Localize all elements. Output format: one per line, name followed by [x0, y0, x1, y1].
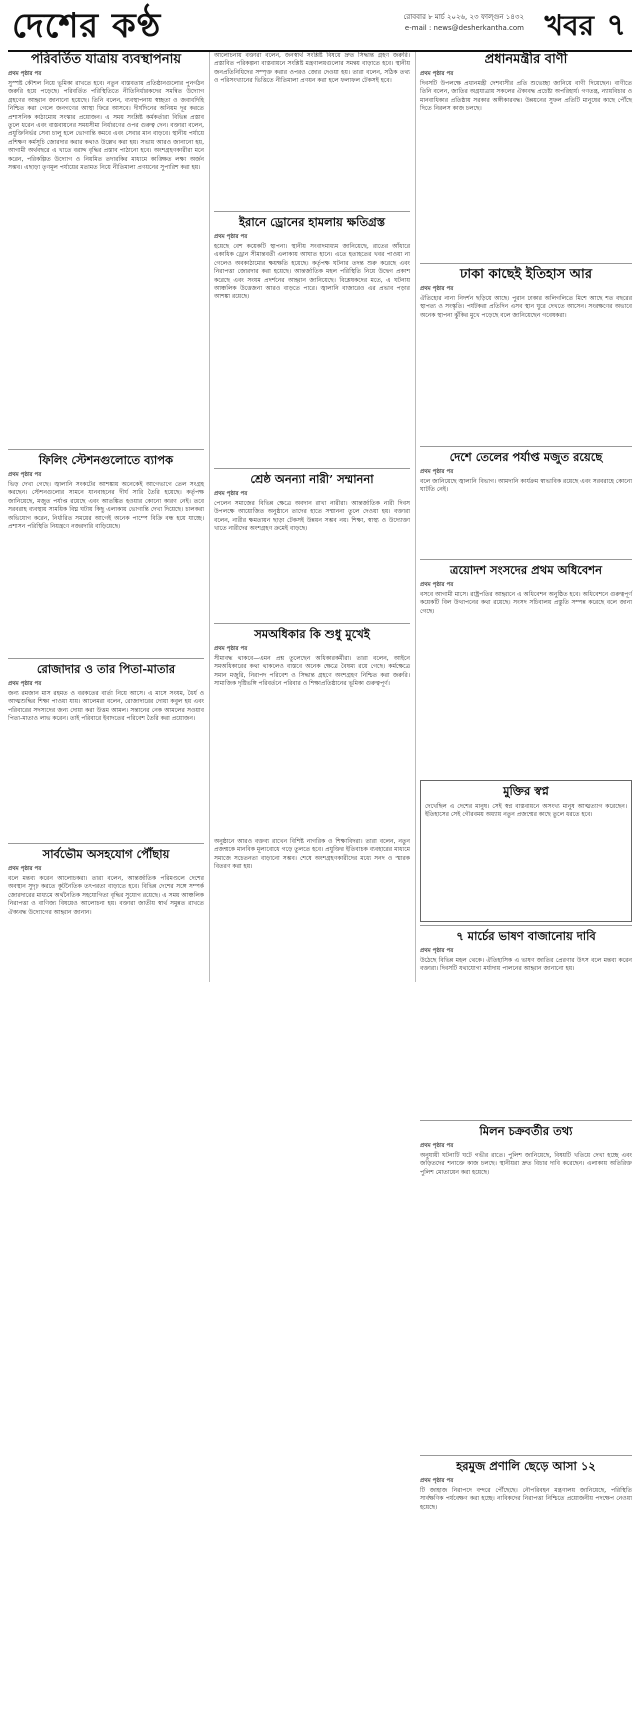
continued-label: প্রথম পৃষ্ঠার পর [420, 71, 454, 77]
article-headline: ইরানে ড্রোনের হামলায় ক্ষতিগ্রস্ত [214, 211, 410, 232]
article-body: দেখেছিল এ দেশের মানুষ। সেই স্বপ্ন বাস্তবায়নে অসংখ্য মানুষ আত্মত্যাগ করেছেন। ইতিহাসের সেই গৌরবময় অধ্যায় নতুন প্রজন্মের কাছে তুলে ধরতে হবে। [425, 803, 627, 819]
article-body: দিবসটি উপলক্ষে প্রধানমন্ত্রী দেশবাসীর প্রতি শুভেচ্ছা জানিয়ে বাণী দিয়েছেন। বাণীতে তিনি বলেন, জাতির অগ্রযাত্রায় সকলের ঐক্যবদ্ধ প্রচেষ্টা অপরিহার্য। গণতন্ত্র, ন্যায়বিচার ও মানবাধিকার প্রতিষ্ঠায় সরকার অঙ্গীকারবদ্ধ। উন্নয়নের সুফল প্রতিটি মানুষের কাছে পৌঁছে দিতে নিরলস কাজ চলছে। [420, 80, 632, 113]
page-number: ৭ [606, 8, 626, 43]
article [214, 52, 410, 208]
continued-label: প্রথম পৃষ্ঠার পর [420, 469, 454, 475]
article [420, 1120, 632, 1452]
article-body: পেলেন সমাজের বিভিন্ন ক্ষেত্রে অবদান রাখা নারীরা। আন্তর্জাতিক নারী দিবস উপলক্ষে আয়োজিত অনুষ্ঠানে তাদের হাতে সম্মাননা তুলে দেওয়া হয়। বক্তারা বলেন, নারীর ক্ষমতায়ন ছাড়া টেকসই উন্নয়ন সম্ভব নয়। শিক্ষা, স্বাস্থ্য ও উদ্যোক্তা খাতে নারীদের অংশগ্রহণ ক্রমেই বাড়ছে। [214, 500, 410, 533]
article-headline: শ্রেষ্ঠ অনন্যা নারী’ সম্মাননা [214, 468, 410, 489]
article-headline: সমঅধিকার কি শুধু মুখেই [214, 623, 410, 644]
article [8, 658, 204, 840]
article [8, 449, 204, 655]
article-body: বলে জানিয়েছে জ্বালানি বিভাগ। আমদানি কার্যক্রম স্বাভাবিক রয়েছে এবং সরবরাহে কোনো ঘাটতি নেই। [420, 478, 632, 494]
article-headline: মুক্তির স্বপ্ন [503, 784, 549, 798]
article-body: হয়েছে বেশ কয়েকটি স্থাপনা। স্থানীয় সংবাদমাধ্যম জানিয়েছে, রাতের আঁধারে একাধিক ড্রোন সীমান্তবর্তী এলাকায় আঘাত হানে। এতে হতাহতের খবর পাওয়া না গেলেও অবকাঠামোর ক্ষয়ক্ষতি হয়েছে। কর্তৃপক্ষ ঘটনার তদন্ত শুরু করেছে এবং নিরাপত্তা জোরদার করা হয়েছে। আন্তর্জাতিক মহল পরিস্থিতি নিয়ে উদ্বেগ প্রকাশ করেছে এবং সংযম প্রদর্শনের আহ্বান জানিয়েছে। বিশ্লেষকদের মতে, এ ঘটনায় আঞ্চলিক উত্তেজনা আরও বাড়তে পারে। জ্বালানি বাজারেও এর প্রভাব পড়ার আশঙ্কা রয়েছে। [214, 243, 410, 301]
continued-label: প্রথম পৃষ্ঠার পর [420, 582, 454, 588]
article-body: জন্য রমজান মাস রহমত ও বরকতের বার্তা নিয়ে আসে। এ মাসে সংযম, ধৈর্য ও আত্মশুদ্ধির শিক্ষা পাওয়া যায়। আলেমরা বলেন, রোজাদারের দোয়া কবুল হয় এবং পরিবারের সদস্যদের জন্য দোয়া করা উত্তম আমল। সন্তানের নেক আমলের সওয়াব পিতা-মাতাও লাভ করেন। তাই পরিবারে ইবাদতের পরিবেশ তৈরি করা প্রয়োজন। [8, 690, 204, 723]
continued-label: প্রথম পৃষ্ঠার পর [420, 1143, 454, 1149]
article-body: অনুষ্ঠানে আরও বক্তব্য রাখেন বিশিষ্ট নাগরিক ও শিক্ষাবিদরা। তারা বলেন, নতুন প্রজন্মকে মানবিক মূল্যবোধে গড়ে তুলতে হবে। প্রযুক্তির ইতিবাচক ব্যবহারের মাধ্যমে সমাজে সচেতনতা বাড়ানো সম্ভব। শেষে অংশগ্রহণকারীদের মধ্যে সনদ ও স্মারক বিতরণ করা হয়। [214, 838, 410, 871]
continued-label: প্রথম পৃষ্ঠার পর [214, 234, 248, 240]
article-columns [8, 52, 632, 1511]
article [8, 843, 204, 1051]
contact-email: e-mail : news@desherkantha.com [404, 24, 524, 32]
article-body: টি জাহাজ নিরাপদে বন্দরে পৌঁছেছে। নৌপরিবহন মন্ত্রণালয় জানিয়েছে, পরিস্থিতি সার্বক্ষণিক পর্যবেক্ষণ করা হচ্ছে। নাবিকদের নিরাপত্তা নিশ্চিতে প্রয়োজনীয় পদক্ষেপ নেওয়া হয়েছে। [420, 1487, 632, 1511]
article-headline: দেশে তেলের পর্যাপ্ত মজুত রয়েছে [420, 446, 632, 467]
article-headline: রোজাদার ও তার পিতা-মাতার [8, 658, 204, 679]
article [420, 1455, 632, 1727]
continued-label: প্রথম পৃষ্ঠার পর [420, 1478, 454, 1484]
section-name: খবর [544, 9, 594, 42]
continued-label: প্রথম পৃষ্ঠার পর [420, 286, 454, 292]
newspaper-logo: দেশের কণ্ঠ [12, 6, 162, 46]
article-headline: হরমুজ প্রণালি ছেড়ে আসা ১২ [420, 1455, 632, 1476]
article [420, 446, 632, 556]
continued-label: প্রথম পৃষ্ঠার পর [8, 472, 42, 478]
continued-label: প্রথম পৃষ্ঠার পর [8, 71, 42, 77]
article-headline: ফিলিং স্টেশনগুলোতে ব্যাপক [8, 449, 204, 470]
article-lead [8, 52, 204, 446]
column-divider [415, 52, 416, 982]
column-3 [420, 52, 632, 1511]
article-headline: ত্রয়োদশ সংসদের প্রথম অধিবেশন [420, 559, 632, 580]
continued-label: প্রথম পৃষ্ঠার পর [8, 866, 42, 872]
article-headline: মিলন চক্রবর্তীর তথ্য [420, 1120, 632, 1141]
article-body: আলোচনায় বক্তারা বলেন, জনস্বার্থ সংশ্লিষ্ট বিষয়ে দ্রুত সিদ্ধান্ত গ্রহণ জরুরি। প্রস্তাবিত পরিকল্পনা বাস্তবায়নে সংশ্লিষ্ট মন্ত্রণালয়গুলোর সমন্বয় বাড়াতে হবে। স্থানীয় জনপ্রতিনিধিদের সম্পৃক্ত করার ওপরও জোর দেওয়া হয়। তারা বলেন, সঠিক তথ্য ও পরিসংখ্যানের ভিত্তিতে নীতিমালা প্রণয়ন করা হলে ফলাফল টেকসই হবে। [214, 52, 410, 85]
article-body: ভিড় দেখা গেছে। জ্বালানি সংকটের আশঙ্কায় অনেকেই আগেভাগে তেল সংগ্রহ করছেন। স্টেশনগুলোর সামনে যানবাহনের দীর্ঘ সারি তৈরি হয়েছে। কর্তৃপক্ষ জানিয়েছে, মজুত পর্যাপ্ত রয়েছে এবং আতঙ্কিত হওয়ার কোনো কারণ নেই। তবে সরবরাহ ব্যবস্থায় সাময়িক বিঘ্ন ঘটায় কিছু এলাকায় ভোগান্তি দেখা দিয়েছে। চালকরা অভিযোগ করেন, নির্ধারিত সময়ের আগেই অনেক পাম্পে বিক্রি বন্ধ হয়ে যাচ্ছে। প্রশাসন পরিস্থিতি নিয়ন্ত্রণে নজরদারি বাড়িয়েছে। [8, 481, 204, 531]
article-body: সুস্পষ্ট কৌশল নিয়ে ভূমিকা রাখতে হবে। নতুন বাস্তবতায় প্রতিষ্ঠানগুলোর পুনর্গঠন জরুরি হয়ে পড়েছে। পরিবর্তিত পরিস্থিতিতে নীতিনির্ধারকদের সমন্বিত উদ্যোগ গ্রহণের আহ্বান জানানো হয়েছে। তিনি বলেন, ব্যবস্থাপনায় স্বচ্ছতা ও জবাবদিহি নিশ্চিত করা গেলে জনগণের আস্থা ফিরে আসবে। দীর্ঘদিনের অনিয়ম দূর করতে প্রশাসনিক কাঠামোয় সংস্কার প্রয়োজন। এ সময় সংশ্লিষ্ট কর্মকর্তারা বিভিন্ন প্রস্তাব তুলে ধরেন এবং বাস্তবায়নের সময়সীমা নির্ধারণের ওপর গুরুত্ব দেন। বক্তারা বলেন, প্রযুক্তিনির্ভর সেবা চালু হলে ভোগান্তি কমবে এবং সেবার মান বাড়বে। স্থানীয় পর্যায়ে প্রশিক্ষণ কর্মসূচি জোরদার করার কথাও উল্লেখ করা হয়। সভায় আরও জানানো হয়, আগামী অর্থবছরে এ খাতে বরাদ্দ বৃদ্ধির প্রস্তাব পাঠানো হবে। অংশগ্রহণকারীরা মনে করেন, পরিকল্পিত উদ্যোগ ও নিয়মিত তদারকির মাধ্যমে কাঙ্ক্ষিত লক্ষ্য অর্জন সম্ভব। এছাড়া তৃণমূল পর্যায়ের মতামত নিয়ে নীতিমালা প্রণয়নের সুপারিশ করা হয়। [8, 80, 204, 172]
article [214, 211, 410, 465]
article-body: সীমাবদ্ধ থাকবে—এমন প্রশ্ন তুলেছেন অধিকারকর্মীরা। তারা বলেন, আইনে সমঅধিকারের কথা থাকলেও বাস্তবে অনেক ক্ষেত্রে বৈষম্য রয়ে গেছে। কর্মক্ষেত্রে সমান মজুরি, নিরাপদ পরিবেশ ও সিদ্ধান্ত গ্রহণে অংশগ্রহণ নিশ্চিত করা জরুরি। সামাজিক দৃষ্টিভঙ্গি পরিবর্তনে পরিবার ও শিক্ষাপ্রতিষ্ঠানের ভূমিকা গুরুত্বপূর্ণ। [214, 655, 410, 688]
article-headline: পরিবর্তিত যাত্রায় ব্যবস্থাপনায় [30, 52, 182, 67]
article-body: অনুযায়ী ঘটনাটি ঘটে গভীর রাতে। পুলিশ জানিয়েছে, বিষয়টি খতিয়ে দেখা হচ্ছে এবং জড়িতদের শনাক্তে কাজ চলছে। স্থানীয়রা দ্রুত বিচার দাবি করেছেন। এলাকায় অতিরিক্ত পুলিশ মোতায়েন করা হয়েছে। [420, 1152, 632, 1176]
article-body: বসবে আগামী মাসে। রাষ্ট্রপতির আহ্বানে এ অধিবেশন অনুষ্ঠিত হবে। অধিবেশনে গুরুত্বপূর্ণ কয়েকটি বিল উত্থাপনের কথা রয়েছে। সংসদ সচিবালয় প্রস্তুতি সম্পন্ন করেছে বলে জানা গেছে। [420, 591, 632, 615]
article [420, 925, 632, 1117]
article-headline: প্রধানমন্ত্রীর বাণী [484, 52, 568, 67]
article [420, 559, 632, 777]
article-headline: ঢাকা কাছেই ইতিহাস আর [420, 263, 632, 284]
column-1 [8, 52, 204, 982]
issue-date: রোববার ৮ মার্চ ২০২৬, ২৩ ফাল্গুন ১৪৩২ [403, 13, 524, 21]
continued-label: প্রথম পৃষ্ঠার পর [420, 948, 454, 954]
article [420, 263, 632, 443]
article-body: ঐতিহ্যের নানা নিদর্শন ছড়িয়ে আছে। পুরান ঢাকার অলিগলিতে মিশে আছে শত বছরের স্থাপত্য ও সংস্কৃতি। পর্যটকরা প্রতিদিন এসব স্থান ঘুরে দেখতে আসেন। সংরক্ষণের অভাবে অনেক স্থাপনা ঝুঁকির মুখে পড়েছে বলে জানিয়েছেন গবেষকরা। [420, 295, 632, 319]
dateline [404, 12, 524, 34]
column-divider [209, 52, 210, 982]
article [214, 623, 410, 835]
masthead [8, 6, 632, 52]
article [420, 52, 632, 260]
article-headline: সার্বভৌম অসহযোগ পৌঁছায় [8, 843, 204, 864]
continued-label: প্রথম পৃষ্ঠার পর [214, 491, 248, 497]
article [214, 838, 410, 1030]
continued-label: প্রথম পৃষ্ঠার পর [8, 681, 42, 687]
article [214, 468, 410, 620]
article-body: বলে মন্তব্য করেন আলোচকরা। তারা বলেন, আন্তর্জাতিক পরিমণ্ডলে দেশের অবস্থান সুদৃঢ় করতে কূটনৈতিক তৎপরতা বাড়াতে হবে। বিভিন্ন দেশের সঙ্গে সম্পর্ক জোরদারের মাধ্যমে অর্থনৈতিক সহযোগিতা বৃদ্ধির সুযোগ রয়েছে। এ সময় আঞ্চলিক নিরাপত্তা ও বাণিজ্য বিষয়েও আলোচনা হয়। বক্তারা জাতীয় স্বার্থ সমুন্নত রাখতে ঐক্যবদ্ধ উদ্যোগের আহ্বান জানান। [8, 875, 204, 916]
article-headline: ৭ মার্চের ভাষণ বাজানোয় দাবি [420, 925, 632, 946]
continued-label: প্রথম পৃষ্ঠার পর [214, 646, 248, 652]
boxed-article [420, 780, 632, 922]
column-2 [214, 52, 410, 982]
article-body: উঠেছে বিভিন্ন মহল থেকে। ঐতিহাসিক এ ভাষণ জাতির প্রেরণার উৎস বলে মন্তব্য করেন বক্তারা। দিবসটি যথাযোগ্য মর্যাদায় পালনের আহ্বান জানানো হয়। [420, 957, 632, 973]
